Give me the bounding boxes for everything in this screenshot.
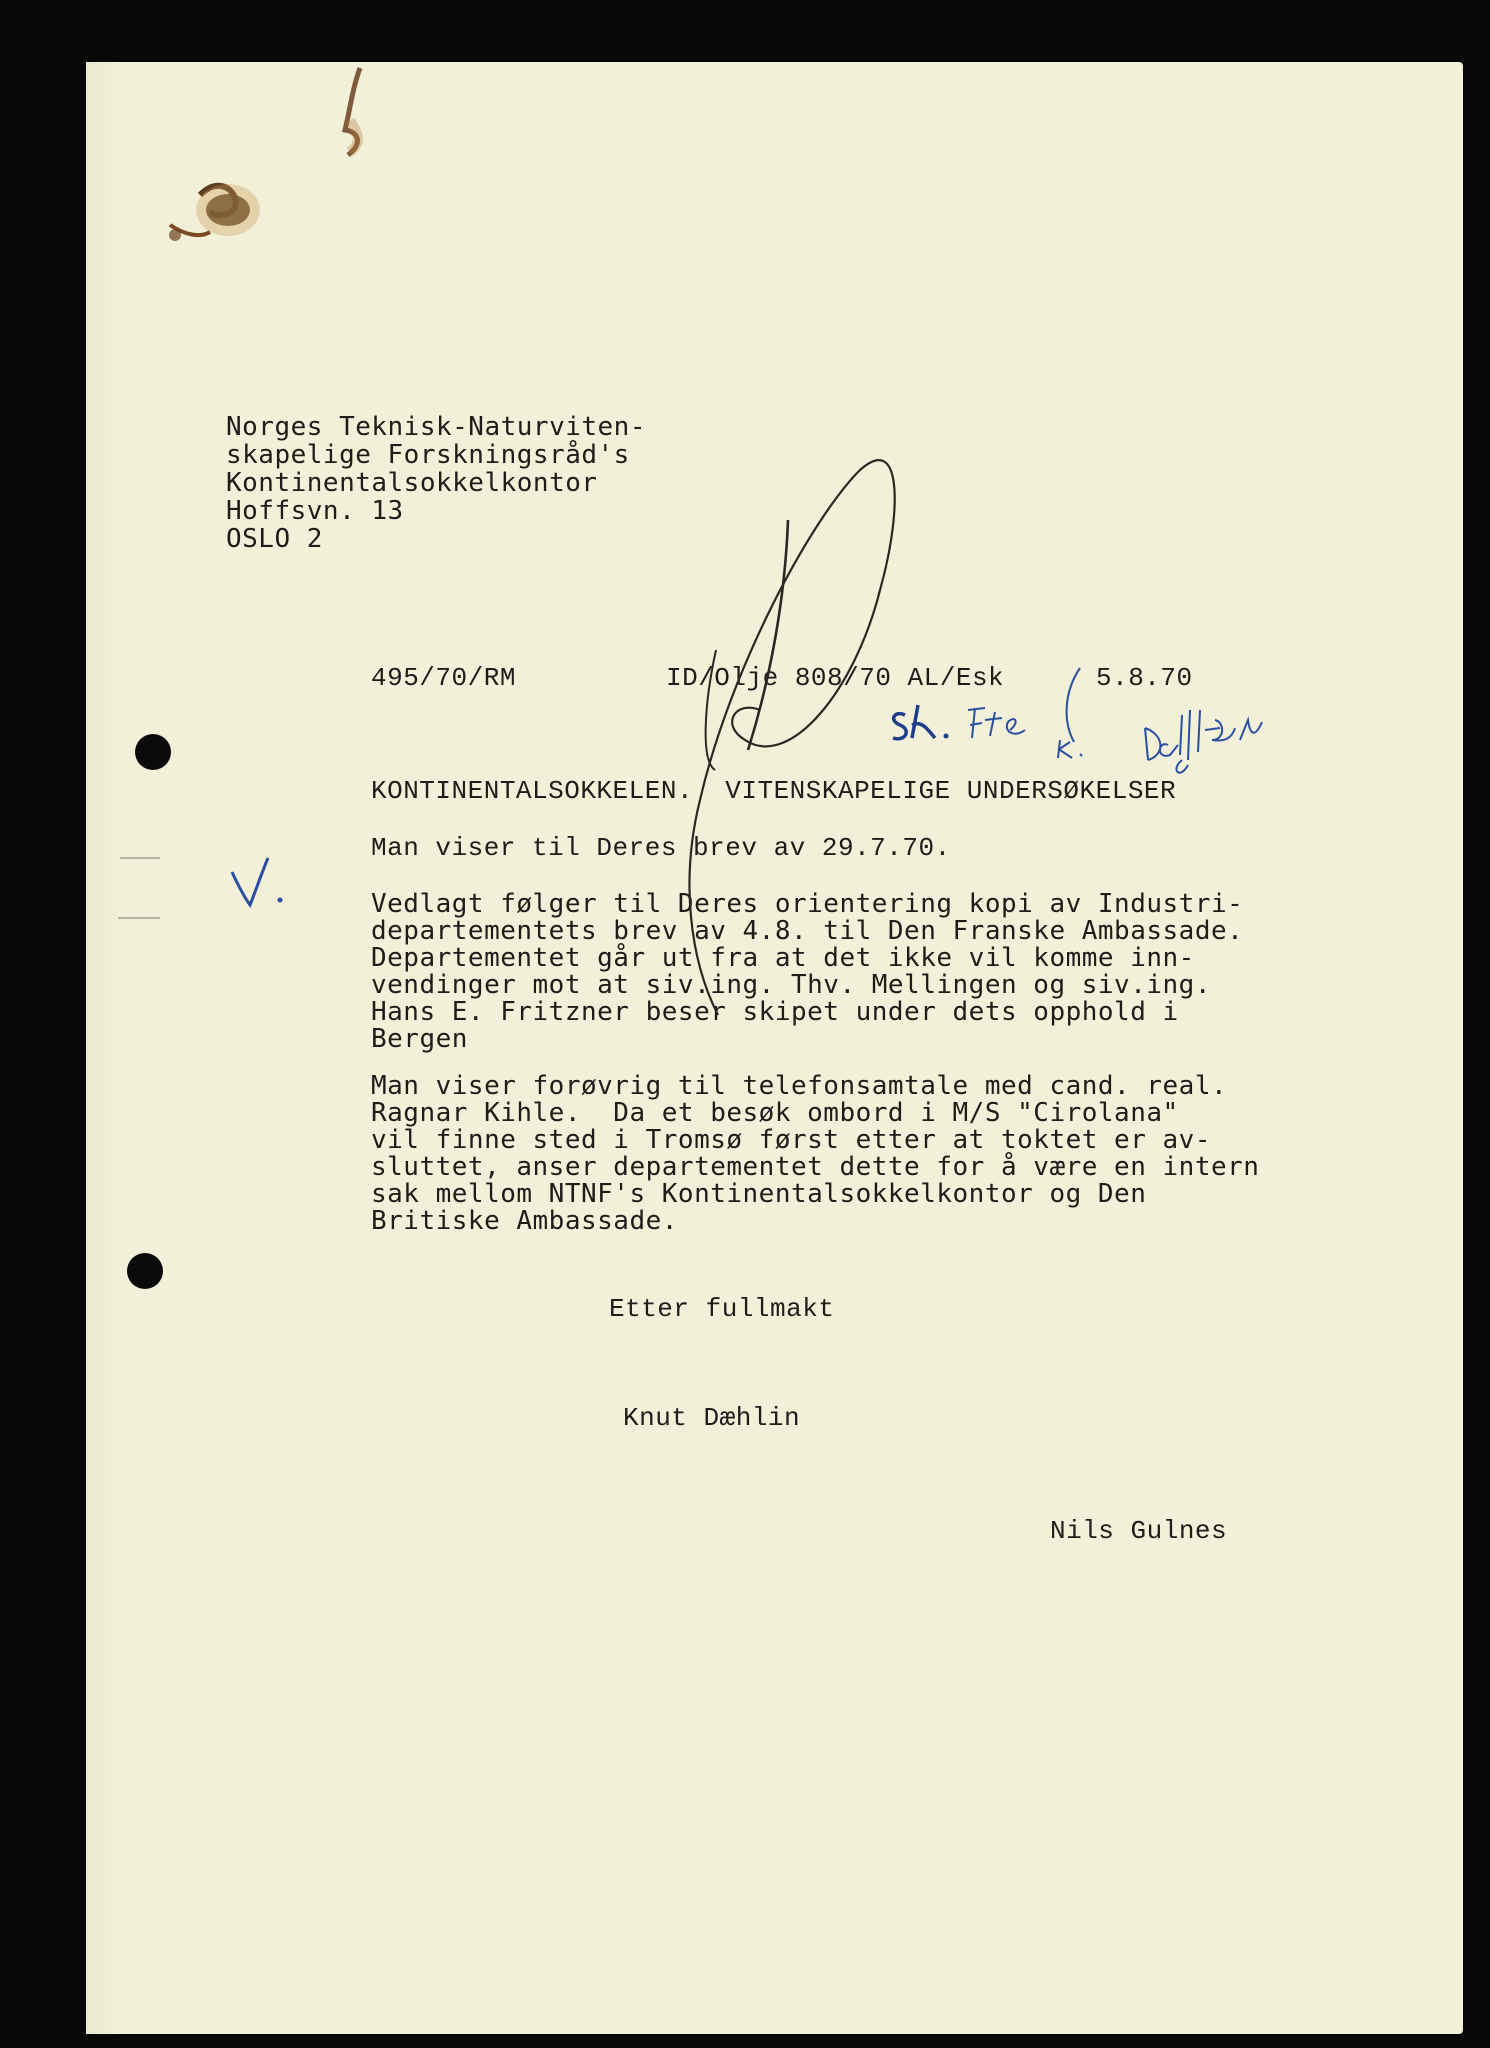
body-paragraph-2: Man viser forøvrig til telefonsamtale med cand. real. Ragnar Kihle. Da et besøk ombord i M/S "Cirolana" vil finne sted i Tromsø først etter at toktet er av- sluttet, anser departementet dette for å være en intern sak mellom NTNF's Kontinentalsokkelkontor og Den Britiske Ambassade.	[371, 1071, 1260, 1236]
ink-signature-dahl	[1145, 710, 1262, 773]
our-reference: ID/Olje 808/70 AL/Esk	[666, 663, 1005, 693]
ink-annotation-k	[1058, 740, 1082, 758]
letter-subject: KONTINENTALSOKKELEN. VITENSKAPELIGE UNDERSØKELSER	[371, 776, 1177, 806]
signatory-second: Nils Gulnes	[1050, 1516, 1228, 1546]
letter-date: 5.8.70	[1096, 663, 1193, 693]
pencil-stroke-vertical	[748, 520, 788, 750]
ink-bracket	[1067, 668, 1080, 742]
pencil-loop-signature	[690, 460, 895, 1015]
your-reference: 495/70/RM	[371, 663, 516, 693]
ink-annotation-fte	[968, 708, 1025, 738]
recipient-address: Norges Teknisk-Naturviten- skapelige Forskningsråd's Kontinentalsokkelkontor Hoffsvn. 13 OSLO 2	[226, 412, 646, 554]
ink-margin-check-mark	[232, 858, 268, 905]
signatory-first: Knut Dæhlin	[623, 1403, 801, 1433]
intro-line: Man viser til Deres brev av 29.7.70.	[371, 833, 951, 863]
ink-margin-dot	[278, 898, 283, 903]
pencil-stroke-left	[706, 650, 716, 770]
closing-line: Etter fullmakt	[609, 1294, 835, 1324]
body-paragraph-1: Vedlagt følger til Deres orientering kopi av Industri- departementets brev av 4.8. til Den Franske Ambassade. Departementet går ut fra at det ikke vil komme inn- vendinger mot at siv.ing. Thv. Mellingen og siv.ing. Hans E. Fritzner beser skipet under dets opphold i Bergen	[371, 889, 1244, 1054]
ink-initials-sk	[893, 705, 935, 739]
